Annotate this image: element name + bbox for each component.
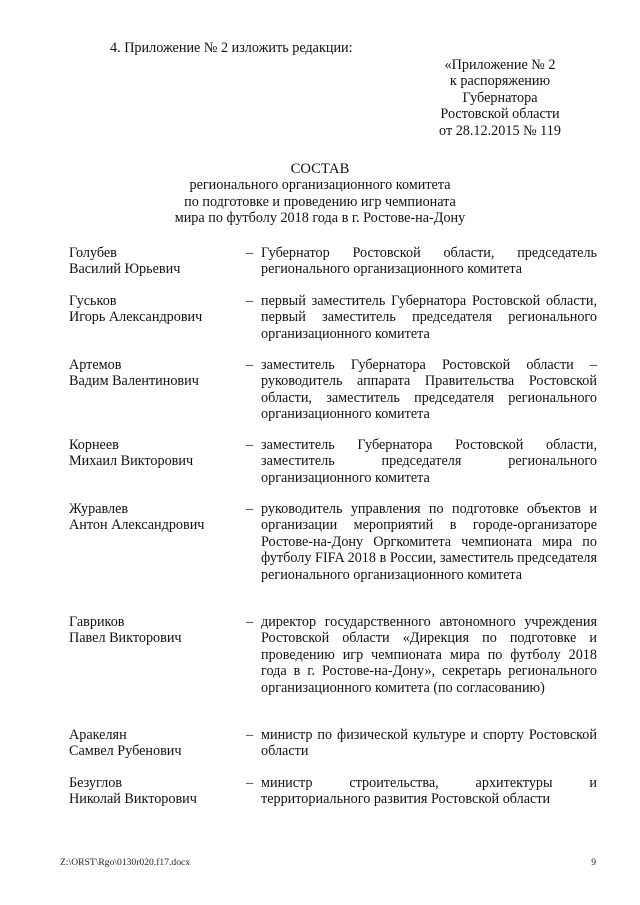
member-surname: Голубев bbox=[69, 245, 117, 261]
member-role: министр строительства, архитектуры и территориального развития Ростовской области bbox=[261, 775, 597, 808]
dash-separator: – bbox=[246, 437, 254, 453]
member-role: первый заместитель Губернатора Ростовской области, первый заместитель председателя регионального организационного комитета bbox=[261, 293, 597, 342]
member-role: заместитель Губернатора Ростовской области – руководитель аппарата Правительства Ростовской области, заместитель председателя регионального организационного комитета bbox=[261, 357, 597, 423]
member-name bbox=[69, 357, 244, 390]
member-name bbox=[69, 437, 244, 470]
appendix-header bbox=[400, 57, 600, 139]
dash-separator: – bbox=[246, 293, 254, 309]
dash-separator: – bbox=[246, 245, 254, 261]
member-name bbox=[69, 501, 244, 534]
dash-separator: – bbox=[246, 727, 254, 743]
dash-separator: – bbox=[246, 775, 254, 791]
dash-separator: – bbox=[246, 614, 254, 630]
title-line: мира по футболу 2018 года в г. Ростове-на-Дону bbox=[174, 210, 466, 227]
member-role: руководитель управления по подготовке объектов и организации мероприятий в городе-организаторе Ростове-на-Дону Оргкомитета чемпионата мира по футболу FIFA 2018 в России, заместитель председателя регионального организационного комитета bbox=[261, 501, 597, 583]
document-title bbox=[60, 161, 580, 227]
member-surname: Гуськов bbox=[69, 293, 117, 309]
title-line: по подготовке и проведению игр чемпионата bbox=[184, 193, 456, 210]
member-name bbox=[69, 775, 244, 808]
member-given-names: Николай Викторович bbox=[69, 791, 197, 808]
title-main: СОСТАВ bbox=[290, 161, 350, 177]
member-surname: Журавлев bbox=[69, 501, 129, 517]
member-given-names: Василий Юрьевич bbox=[69, 261, 181, 278]
member-role: заместитель Губернатора Ростовской области, заместитель председателя регионального организационного комитета bbox=[261, 437, 597, 486]
title-line: регионального организационного комитета bbox=[189, 177, 451, 194]
appendix-line: от 28.12.2015 № 119 bbox=[439, 122, 561, 139]
member-surname: Корнеев bbox=[69, 437, 119, 453]
member-surname: Безуглов bbox=[69, 775, 122, 791]
appendix-line: «Приложение № 2 bbox=[444, 57, 556, 73]
amendment-intro: 4. Приложение № 2 изложить редакции: bbox=[110, 40, 353, 56]
member-surname: Артемов bbox=[69, 357, 122, 373]
appendix-line: Губернатора bbox=[462, 89, 538, 106]
dash-separator: – bbox=[246, 357, 254, 373]
member-name bbox=[69, 614, 244, 647]
member-role: министр по физической культуре и спорту Ростовской области bbox=[261, 727, 597, 760]
member-role: директор государственного автономного учреждения Ростовской области «Дирекция по подготовке и проведению игр чемпионата мира по футболу 2018 года в г. Ростове-на-Дону», секретарь регионального организационного комитета (по согласованию) bbox=[261, 614, 597, 696]
member-given-names: Павел Викторович bbox=[69, 630, 182, 647]
dash-separator: – bbox=[246, 501, 254, 517]
appendix-line: Ростовской области bbox=[440, 106, 560, 123]
member-given-names: Михаил Викторович bbox=[69, 453, 194, 470]
member-given-names: Антон Александрович bbox=[69, 517, 205, 534]
member-name bbox=[69, 293, 244, 326]
member-given-names: Вадим Валентинович bbox=[69, 373, 199, 390]
appendix-line: к распоряжению bbox=[449, 73, 551, 90]
member-given-names: Самвел Рубенович bbox=[69, 743, 182, 760]
member-role: Губернатор Ростовской области, председатель регионального организационного комитета bbox=[261, 245, 597, 278]
page-number: 9 bbox=[591, 857, 596, 868]
member-surname: Гавриков bbox=[69, 614, 125, 630]
member-name bbox=[69, 727, 244, 760]
file-path: Z:\ORST\Rgo\0130r020.f17.docx bbox=[60, 857, 191, 868]
member-name bbox=[69, 245, 244, 278]
member-given-names: Игорь Александрович bbox=[69, 309, 203, 326]
member-surname: Аракелян bbox=[69, 727, 127, 743]
